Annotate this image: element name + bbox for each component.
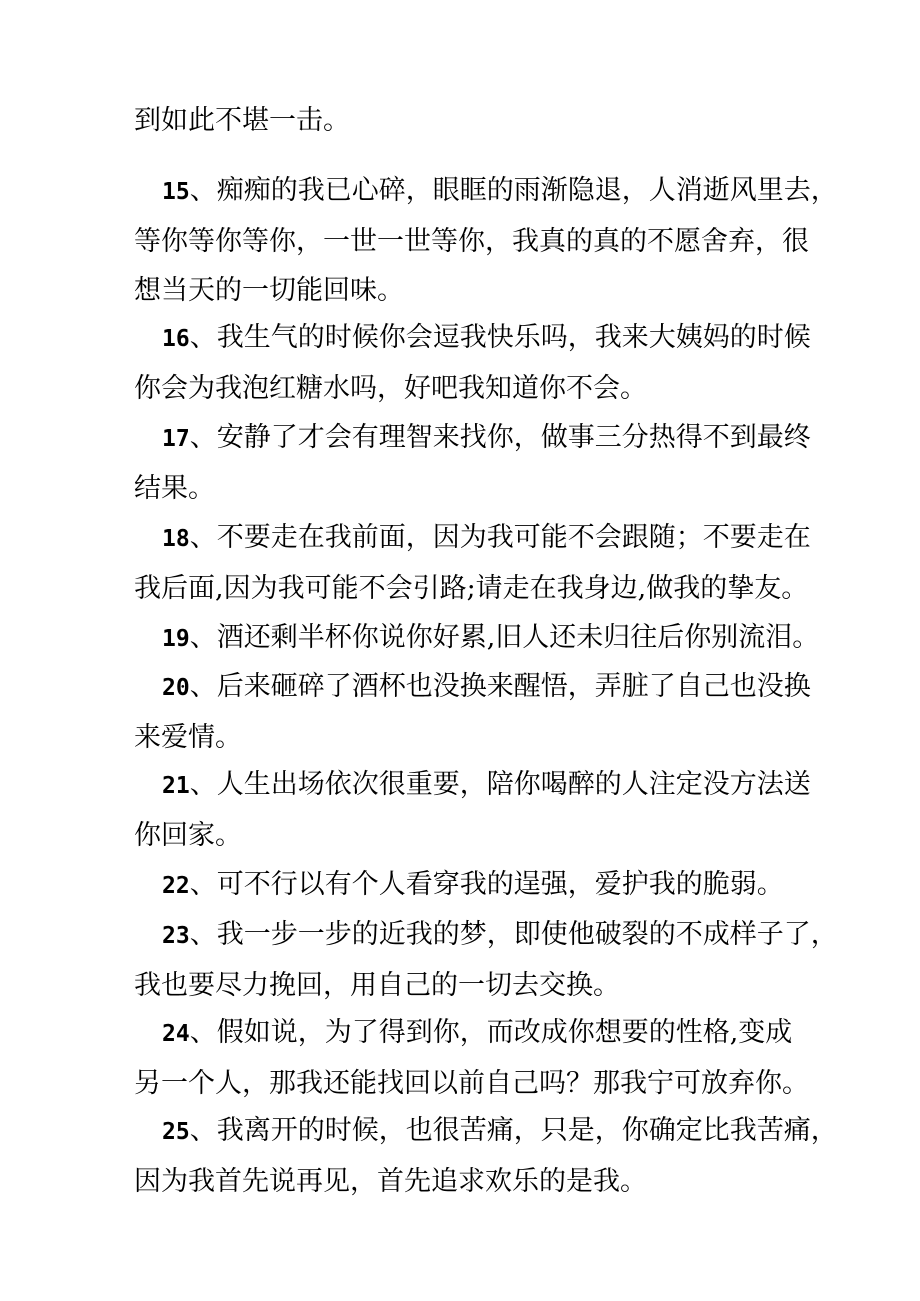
line-text: 你会为我泡红糖水吗，好吧我知道你不会。 bbox=[134, 373, 647, 404]
text-line bbox=[134, 811, 794, 860]
paragraph-item-15 bbox=[134, 166, 838, 315]
line-text: 想当天的一切能回味。 bbox=[134, 275, 404, 306]
item-number: 24 bbox=[162, 1021, 190, 1047]
text-line bbox=[134, 713, 794, 762]
text-line bbox=[134, 1106, 838, 1157]
item-number: 19 bbox=[162, 626, 190, 652]
text-line bbox=[134, 860, 794, 911]
line-text: 、不要走在我前面，因为我可能不会跟随；不要走在 bbox=[189, 522, 811, 553]
line-text: 等你等你等你，一世一世等你，我真的真的不愿舍弃，很 bbox=[134, 226, 809, 257]
item-number: 18 bbox=[162, 526, 190, 552]
text-line bbox=[134, 513, 811, 564]
paragraph-item-19 bbox=[134, 613, 820, 664]
text-line bbox=[134, 564, 809, 613]
paragraph-item-21 bbox=[134, 760, 811, 860]
line-text: 到如此不堪一击。 bbox=[134, 105, 350, 136]
line-text: 我后面,因为我可能不会引路;请走在我身边,做我的挚友。 bbox=[134, 573, 809, 604]
text-line bbox=[134, 364, 794, 413]
item-number: 22 bbox=[162, 873, 190, 899]
text-line bbox=[134, 1059, 809, 1108]
text-line bbox=[134, 464, 794, 513]
line-text: 来爱情。 bbox=[134, 722, 242, 753]
paragraph-item-18 bbox=[134, 513, 811, 613]
line-text: 、可不行以有个人看穿我的逞强，爱护我的脆弱。 bbox=[189, 869, 784, 900]
item-number: 20 bbox=[162, 675, 190, 701]
line-text: 、我一步一步的近我的梦，即使他破裂的不成样子了， bbox=[189, 919, 838, 950]
text-line bbox=[134, 313, 811, 364]
text-line bbox=[134, 217, 809, 266]
line-text: 、人生出场依次很重要，陪你喝醉的人注定没方法送 bbox=[189, 769, 811, 800]
line-text: 、我生气的时候你会逗我快乐吗，我来大姨妈的时候 bbox=[189, 322, 811, 353]
paragraph-continuation bbox=[134, 96, 794, 145]
paragraph-item-16 bbox=[134, 313, 811, 413]
paragraph-item-25 bbox=[134, 1106, 838, 1206]
text-line bbox=[134, 1008, 794, 1059]
line-text: 结果。 bbox=[134, 473, 215, 504]
item-number: 21 bbox=[162, 773, 190, 799]
text-line bbox=[134, 166, 838, 217]
line-text: 、酒还剩半杯你说你好累,旧人还未归往后你别流泪。 bbox=[189, 622, 820, 653]
text-line bbox=[134, 266, 794, 315]
line-text: 、后来砸碎了酒杯也没换来醒悟，弄脏了自己也没换 bbox=[189, 671, 811, 702]
text-line bbox=[134, 413, 811, 464]
item-number: 16 bbox=[162, 326, 190, 352]
paragraph-item-17 bbox=[134, 413, 811, 513]
line-text: 另一个人，那我还能找回以前自己吗？那我宁可放弃你。 bbox=[134, 1068, 809, 1099]
item-number: 23 bbox=[162, 923, 190, 949]
text-line bbox=[134, 760, 811, 811]
paragraph-item-24 bbox=[134, 1008, 809, 1108]
line-text: 、我离开的时候，也很苦痛，只是，你确定比我苦痛， bbox=[189, 1115, 838, 1146]
line-text: 、假如说，为了得到你，而改成你想要的性格,变成 bbox=[189, 1017, 793, 1048]
text-line bbox=[134, 961, 794, 1010]
item-number: 15 bbox=[162, 179, 190, 205]
line-text: 我也要尽力挽回，用自己的一切去交换。 bbox=[134, 970, 620, 1001]
text-line bbox=[134, 96, 794, 145]
text-line bbox=[134, 1157, 794, 1206]
paragraph-item-20 bbox=[134, 662, 811, 762]
item-number: 25 bbox=[162, 1119, 190, 1145]
line-text: 你回家。 bbox=[134, 820, 242, 851]
line-text: 、痴痴的我已心碎，眼眶的雨渐隐退，人消逝风里去， bbox=[189, 175, 838, 206]
paragraph-item-22 bbox=[134, 860, 794, 911]
item-number: 17 bbox=[162, 426, 190, 452]
text-line bbox=[134, 910, 838, 961]
paragraph-item-23 bbox=[134, 910, 838, 1010]
line-text: 因为我首先说再见，首先追求欢乐的是我。 bbox=[134, 1166, 647, 1197]
text-line bbox=[134, 662, 811, 713]
text-line bbox=[134, 613, 820, 664]
line-text: 、安静了才会有理智来找你，做事三分热得不到最终 bbox=[189, 422, 811, 453]
